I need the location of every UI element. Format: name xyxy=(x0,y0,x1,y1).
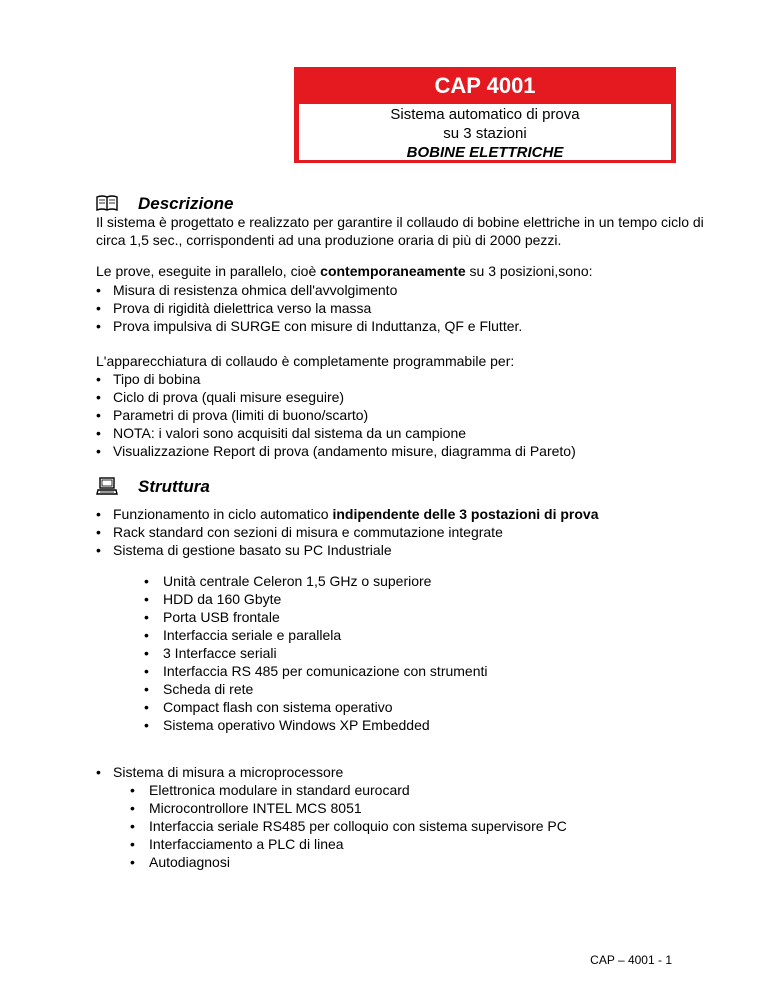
list-item: • Autodiagnosi xyxy=(130,853,567,871)
list-item xyxy=(96,505,599,523)
prog-list xyxy=(96,370,576,460)
intro-paragraph: Il sistema è progettato e realizzato per garantire il collaudo di bobine elettriche in un tempo ciclo di circa 1,5 sec., corrispondenti ad una produzione oraria di più di 2000 pezzi. xyxy=(96,214,704,248)
list-item: • Scheda di rete xyxy=(144,680,488,698)
struttura-list xyxy=(96,505,599,559)
list-item: • Interfaccia seriale e parallela xyxy=(144,626,488,644)
section-title: Struttura xyxy=(138,477,210,496)
subtitle-line-2: su 3 stazioni xyxy=(443,125,527,142)
list-item: • Sistema operativo Windows XP Embedded xyxy=(144,716,488,734)
list-item: • Porta USB frontale xyxy=(144,608,488,626)
item-text-pre: Funzionamento in ciclo automatico xyxy=(113,506,333,522)
struttura-heading xyxy=(96,477,210,497)
list-item: • Misura di resistenza ohmica dell'avvolgimento xyxy=(96,281,522,299)
micro-sublist xyxy=(130,781,567,871)
prog-paragraph: L'apparecchiatura di collaudo è completamente programmabile per: xyxy=(96,353,515,369)
list-item: • Visualizzazione Report di prova (andamento misure, diagramma di Pareto) xyxy=(96,442,576,460)
list-item: • Prova impulsiva di SURGE con misure di Induttanza, QF e Flutter. xyxy=(96,317,522,335)
pc-list xyxy=(144,572,488,734)
list-item: • HDD da 160 Gbyte xyxy=(144,590,488,608)
book-icon xyxy=(96,194,120,214)
list-item: • Rack standard con sezioni di misura e commutazione integrate xyxy=(96,523,599,541)
list-item: • Microcontrollore INTEL MCS 8051 xyxy=(130,799,567,817)
title-subtitle xyxy=(299,105,671,162)
list-item: • Prova di rigidità dielettrica verso la massa xyxy=(96,299,522,317)
list-item: • Elettronica modulare in standard eurocard xyxy=(130,781,567,799)
list-item: • NOTA: i valori sono acquisiti dal sistema da un campione xyxy=(96,424,576,442)
list-item: • Sistema di gestione basato su PC Industriale xyxy=(96,541,599,559)
list-item: • Interfacciamento a PLC di linea xyxy=(130,835,567,853)
prove-paragraph xyxy=(96,262,706,280)
product-code: CAP 4001 xyxy=(299,68,671,104)
list-item: • Unità centrale Celeron 1,5 GHz o superiore xyxy=(144,572,488,590)
computer-icon xyxy=(96,477,120,497)
subtitle-line-3: BOBINE ELETTRICHE xyxy=(406,144,564,161)
prove-text-bold: contemporaneamente xyxy=(320,263,466,279)
list-item: • Interfaccia RS 485 per comunicazione con strumenti xyxy=(144,662,488,680)
page-footer: CAP – 4001 - 1 xyxy=(590,953,672,967)
prove-list xyxy=(96,281,522,335)
list-item: • Parametri di prova (limiti di buono/scarto) xyxy=(96,406,576,424)
micro-list xyxy=(96,763,343,781)
item-text-bold: indipendente delle 3 postazioni di prova xyxy=(332,506,599,522)
title-box xyxy=(294,67,676,163)
section-title: Descrizione xyxy=(138,194,234,213)
prove-text-pre: Le prove, eseguite in parallelo, cioè xyxy=(96,263,321,279)
list-item: • Interfaccia seriale RS485 per colloquio con sistema supervisore PC xyxy=(130,817,567,835)
subtitle-line-1: Sistema automatico di prova xyxy=(390,106,580,123)
list-item: • Sistema di misura a microprocessore xyxy=(96,763,343,781)
list-item: • Tipo di bobina xyxy=(96,370,576,388)
descrizione-heading xyxy=(96,194,233,214)
list-item: • 3 Interfacce seriali xyxy=(144,644,488,662)
prove-text-post: su 3 posizioni,sono: xyxy=(465,263,593,279)
list-item: • Compact flash con sistema operativo xyxy=(144,698,488,716)
list-item: • Ciclo di prova (quali misure eseguire) xyxy=(96,388,576,406)
